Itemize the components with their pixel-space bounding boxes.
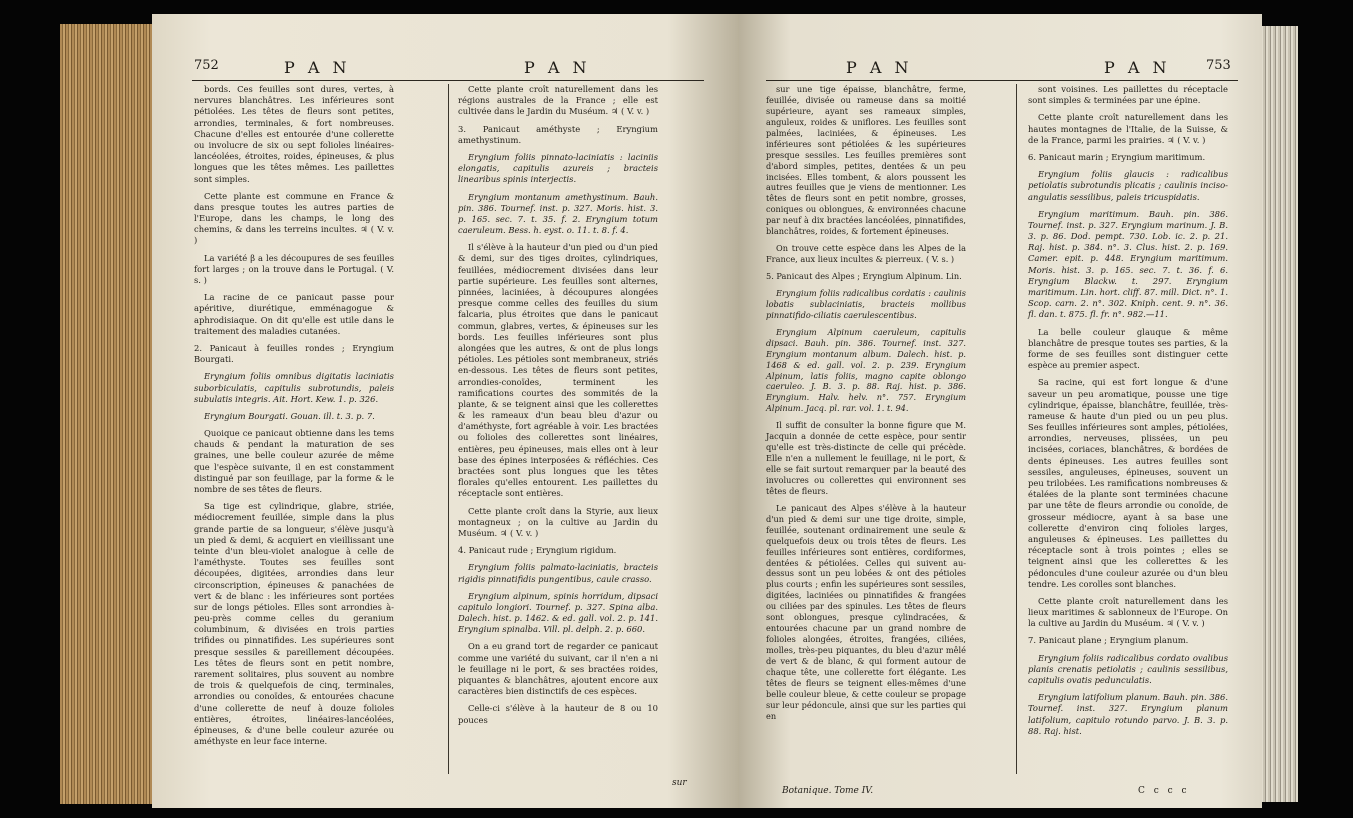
paragraph: Eryngium foliis palmato-laciniatis, bracteis rigidis pinnatifidis pungentibus, caule crasso.: [458, 562, 658, 584]
paragraph: Cette plante est commune en France & dans presque toutes les autres parties de l'Europe, dans les champs, le long des chemins, & dans les terreins incultes. ♃ ( V. v. ): [194, 190, 394, 246]
running-header: P A N: [524, 58, 591, 77]
paragraph: On trouve cette espèce dans les Alpes de la France, aux lieux incultes & pierreux. ( V. s. ): [766, 243, 966, 265]
paragraph: 6. Panicaut marin ; Eryngium maritimum.: [1028, 151, 1206, 162]
paragraph: Quoique ce panicaut obtienne dans les tems chauds & pendant la maturation de ses graines, une belle couleur azurée de même que l'espèce suivante, il en est constamment distingué par son feuillage, par la forme & le nombre de ses têtes de fleurs.: [194, 428, 394, 494]
paragraph: Il suffit de consulter la bonne figure que M. Jacquin a donnée de cette espèce, pour sentir qu'elle est très-distincte de celle qui précède. Elle n'en a nullement le feuillage, ni le port, & elle se fait surtout remarquer par la beauté des involucres ou collerettes qui environnent ses têtes de fleurs.: [766, 420, 966, 496]
paragraph: Cette plante croît naturellement dans les hautes montagnes de l'Italie, de la Suisse, & de la France, parmi les prairies. ♃ ( V. v. ): [1028, 112, 1228, 145]
paragraph: On a eu grand tort de regarder ce panicaut comme une variété du suivant, car il n'en a ni le feuillage ni le port, & ses bractées roides, piquantes & blanchâtres, ajoutent encore aux caractères bien distinctifs de ces espèces.: [458, 641, 658, 697]
paragraph: Cette plante croît naturellement dans les régions australes de la France ; elle est cultivée dans le Jardin du Muséum. ♃ ( V. v. ): [458, 84, 658, 117]
signature-mark: C c c c: [1138, 786, 1190, 796]
page-number: 753: [1206, 58, 1231, 73]
paragraph: Cette plante croît naturellement dans les lieux maritimes & sablonneux de l'Europe. On la cultive au Jardin du Muséum. ♃ ( V. v. ): [1028, 595, 1228, 629]
paragraph: La variété β a les découpures de ses feuilles fort larges ; on la trouve dans le Portugal. ( V. s. ): [194, 252, 394, 285]
text-column-1: [766, 84, 966, 728]
paragraph: Eryngium foliis radicalibus cordato ovalibus planis crenatis petiolatis ; caulinis sessilibus, capitulis ovatis pedunculatis.: [1028, 652, 1228, 685]
paragraph: 4. Panicaut rude ; Eryngium rigidum.: [458, 545, 617, 556]
right-page: [738, 14, 1262, 808]
header-rule: [766, 80, 1238, 81]
paragraph: Eryngium maritimum. Bauh. pin. 386. Tournef. inst. p. 327. Eryngium marinum. J. B. 3. p. 86. Dod. pempt. 730. Lob. ic. 2. p. 21. Raj. hist. p. 384. n°. 3. Clus. hist. 2. p. 169. Camer. epit. p. 448. Eryngium maritimum. Moris. hist. 3. p. 165. sec. 7. t. 36. f. 6. Eryngium Blackw. t. 297. Eryngium maritimum. Lin. hort. cliff. 87. mill. Dict. n°. 1. Scop. carn. 2. n°. 302. Kniph. cent. 9. n°. 36. fl. dan. t. 875. fl. fr. n°. 982.—11.: [1028, 208, 1228, 320]
paragraph: Il s'élève à la hauteur d'un pied ou d'un pied & demi, sur des tiges droites, cylindriques, feuillées, médiocrement divisées dans leur partie supérieure. Les feuilles sont alternes, pinnées, laciniées, à découpures alongées presque comme celles des feuilles du sium falcaria, plus étroites que dans le panicaut commun, glabres, vertes, & épineuses sur les bords. Les feuilles inférieures sont plus alongées que les autres, & ont de plus longs pétioles. Les pétioles sont membraneux, striés en-dessous. Les têtes de fleurs sont petites, arrondies-conoïdes, terminent les ramifications courtes des sommités de la plante, & se teignent ainsi que les collerettes & les rameaux d'un beau bleu d'azur ou d'améthyste, fort agréable à voir. Les bractées ou folioles des collerettes sont linéaires, entières, peu épineuses, mais elles ont à leur base des épines interposées & réfléchies. Ces bractées sont plus longues que les têtes florales qu'elles entourent. Les paillettes du réceptacle sont entières.: [458, 242, 658, 499]
volume-footer: Botanique. Tome IV.: [782, 786, 874, 796]
paragraph: Eryngium foliis glaucis : radicalibus petiolatis subrotundis plicatis ; caulinis inciso-angulatis sessilibus, paleis tricuspidatis.: [1028, 169, 1228, 202]
paragraph: sur une tige épaisse, blanchâtre, ferme, feuillée, divisée ou rameuse dans sa moitié supérieure, ayant ses rameaux simples, anguleux, roides & uniflores. Les feuilles sont palmées, laciniées, & épineuses. Les inférieures sont pétiolées & les supérieures presque sessiles. Les feuilles premières sont d'abord simples, petites, dentées & un peu incisées. Elles tombent, & alors poussent les autres feuilles que je viens de mentionner. Les têtes de fleurs sont en petit nombre, grosses, coniques ou oblongues, & environnées chacune par neuf à dix bractées lancéolées, pinnatifides, blanchâtres, roides, & fortement épineuses.: [766, 84, 966, 237]
paragraph: 5. Panicaut des Alpes ; Eryngium Alpinum. Lin.: [766, 271, 962, 281]
paragraph: Eryngium foliis radicalibus cordatis : caulinis lobatis sublaciniatis, bracteis mollibus pinnatifido-ciliatis caerulescentibus.: [766, 287, 966, 320]
paragraph: Eryngium montanum amethystinum. Bauh. pin. 386. Tournef. inst. p. 327. Moris. hist. 3. p. 165. sec. 7. t. 35. f. 2. Eryngium totum caeruleum. Bess. h. eyst. o. 11. t. 8. f. 4.: [458, 191, 658, 236]
running-header: P A N: [1104, 58, 1171, 77]
paragraph: Sa racine, qui est fort longue & d'une saveur un peu aromatique, pousse une tige cylindrique, épaisse, blanchâtre, feuillée, très-rameuse & haute d'un pied ou un peu plus. Ses feuilles inférieures sont amples, pétiolées, arrondies, nerveuses, plissées, un peu incisées, coriaces, blanchâtres, & bordées de dents épineuses. Les autres feuilles sont sessiles, anguleuses, épineuses, souvent un peu trilobées. Les ramifications nombreuses & étalées de la plante sont terminées chacune par une tête de fleurs arrondie ou conoïde, de grosseur médiocre, ayant à sa base une collerette d'environ cinq folioles larges, anguleuses & épineuses. Les paillettes du réceptacle sont à trois pointes ; elles se teignent ainsi que les collerettes & les pédoncules d'une couleur azurée ou d'un bleu tendre. Les corolles sont blanches.: [1028, 377, 1228, 589]
running-header: P A N: [846, 58, 913, 77]
paragraph: sont voisines. Les paillettes du réceptacle sont simples & terminées par une épine.: [1028, 84, 1228, 106]
running-header: P A N: [284, 58, 351, 77]
paragraph: Cette plante croît dans la Styrie, aux lieux montagneux ; on la cultive au Jardin du Muséum. ♃ ( V. v. ): [458, 505, 658, 538]
paragraph: Eryngium foliis pinnato-laciniatis : laciniis elongatis, capitulis azureis ; bracteis linearibus spinis interjectis.: [458, 151, 658, 185]
book-page-edges-left: [60, 24, 156, 804]
paragraph: Eryngium latifolium planum. Bauh. pin. 386. Tournef. inst. 327. Eryngium planum latifolium, capitulo rotundo parvo. J. B. 3. p. 88. Raj. hist.: [1028, 692, 1228, 736]
paragraph: La racine de ce panicaut passe pour apéritive, diurétique, emménagogue & aphrodisiaque. On dit qu'elle est utile dans le traitement des maladies cutanées.: [194, 292, 394, 336]
book-page-edges-right: [1258, 26, 1298, 802]
paragraph: 2. Panicaut à feuilles rondes ; Eryngium Bourgati.: [194, 342, 394, 365]
text-column-2: [1028, 84, 1228, 743]
paragraph: Eryngium Bourgati. Gouan. ill. t. 3. p. 7.: [204, 410, 375, 421]
text-column-1: [194, 84, 394, 753]
text-column-2: [458, 84, 658, 732]
paragraph: 3. Panicaut améthyste ; Eryngium amethystinum.: [458, 123, 658, 145]
paragraph: bords. Ces feuilles sont dures, vertes, à nervures blanchâtres. Les inférieures sont pétiolées. Les têtes de fleurs sont petites, arrondies, terminales, & fort nombreuses. Chacune d'elles est entourée d'une collerette ou involucre de six ou sept folioles linéaires-lancéolées, étroites, roides, épineuses, & plus longues que les têtes mêmes. Les paillettes sont simples.: [194, 84, 394, 184]
open-book: [60, 14, 1298, 808]
paragraph: Sa tige est cylindrique, glabre, striée, médiocrement feuillée, simple dans la plus grande partie de sa longueur, s'élève jusqu'à un pied & demi, & acquiert en vieillissant une teinte d'un bleu-violet analogue à celle de l'améthyste. Toutes ses feuilles sont découpées, digitées, arrondies dans leur circonscription, épineuses & panachées de vert & de blanc : les inférieures sont portées sur de longs pétioles. Elles sont arrondies à-peu-près comme celles du geranium columbinum, & divisées en trois parties trifides ou pinnatifides. Les supérieures sont presque sessiles & pareillement découpées. Les têtes de fleurs sont en petit nombre, rarement solitaires, plus souvent au nombre de trois & quelquefois de cinq, terminales, arrondies ou conoïdes, & entourées chacune d'une collerette de neuf à douze folioles entières, étroites, linéaires-lancéolées, épineuses, & d'une belle couleur azurée ou améthyste en leur face interne.: [194, 501, 394, 747]
header-rule: [192, 80, 704, 81]
paragraph: 7. Panicaut plane ; Eryngium planum.: [1028, 635, 1189, 646]
paragraph: Eryngium alpinum, spinis horridum, dipsaci capitulo longiori. Tournef. p. 327. Spina alba. Dalech. hist. p. 1462. & ed. gall. vol. 2. p. 141. Eryngium spinalba. Vill. pl. delph. 2. p. 660.: [458, 590, 658, 635]
paragraph: Celle-ci s'élève à la hauteur de 8 ou 10 pouces: [458, 703, 658, 725]
paragraph: Le panicaut des Alpes s'élève à la hauteur d'un pied & demi sur une tige droite, simple, feuillée, soutenant ordinairement une seule & quelquefois deux ou trois têtes de fleurs. Les feuilles inférieures sont entières, cordiformes, dentées & pétiolées. Celles qui suivent au-dessus sont un peu lobées & ont des pétioles plus courts ; enfin les supérieures sont sessiles, digitées, laciniées ou pinnatifides & frangées ou ciliées par des spinules. Les têtes de fleurs sont oblongues, presque cylindracées, & entourées chacune par un grand nombre de folioles alongées, étroites, frangées, ciliées, molles, très-peu piquantes, du bleu d'azur mêlé de vert & de blanc, & qui forment autour de chaque tête, une collerette fort élégante. Les têtes de fleurs se teignent elles-mêmes d'une belle couleur bleue, & cette couleur se propage sur leur pédoncule, ainsi que sur les parties qui en: [766, 502, 966, 721]
paragraph: Eryngium foliis omnibus digitatis laciniatis suborbiculatis, capitulis subrotundis, paleis subulatis integris. Ait. Hort. Kew. 1. p. 326.: [194, 371, 394, 404]
column-divider: [448, 84, 449, 774]
catchword: sur: [672, 778, 687, 788]
paragraph: La belle couleur glauque & même blanchâtre de presque toutes ses parties, & la forme de ses feuilles sont distinguer cette espèce au premier aspect.: [1028, 326, 1228, 371]
page-number: 752: [194, 58, 219, 73]
paragraph: Eryngium Alpinum caeruleum, capitulis dipsaci. Bauh. pin. 386. Tournef. inst. 327. Eryngium montanum album. Dalech. hist. p. 1468 & ed. gall. vol. 2. p. 239. Eryngium Alpinum, latis foliis, magno capite oblongo caeruleo. J. B. 3. p. 88. Raj. hist. p. 386. Eryngium. Halv. helv. n°. 757. Eryngium Alpinum. Jacq. pl. rar. vol. 1. t. 94.: [766, 326, 966, 414]
left-page: [152, 14, 738, 808]
column-divider: [1016, 84, 1017, 774]
